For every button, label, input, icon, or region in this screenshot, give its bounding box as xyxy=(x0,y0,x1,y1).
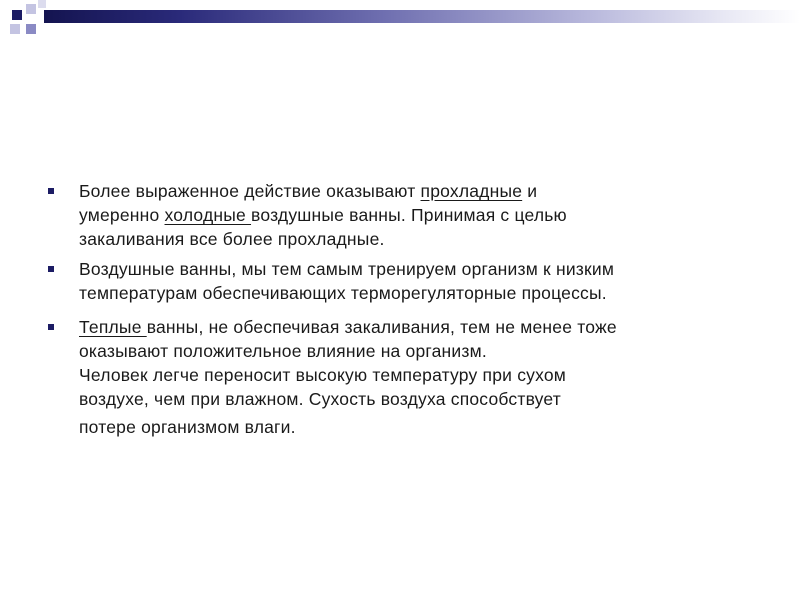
text-run: воздушные ванны. Принимая с целью xyxy=(251,205,567,225)
text-line: оказывают положительное влияние на организм. xyxy=(79,341,487,361)
bullet-list xyxy=(48,179,768,439)
text-run: Более выраженное действие оказывают xyxy=(79,181,421,201)
bullet-item xyxy=(48,315,768,439)
underlined-text: прохладные xyxy=(420,181,523,201)
text-line: воздухе, чем при влажном. Сухость воздуха способствует xyxy=(79,389,562,409)
bullet-item xyxy=(48,257,768,305)
decor-square xyxy=(38,0,46,8)
decor-square xyxy=(26,4,36,14)
text-line xyxy=(79,179,768,203)
gradient-header-bar xyxy=(44,10,800,23)
decor-square xyxy=(10,24,20,34)
bullet-square-icon xyxy=(48,266,54,272)
text-run: умеренно xyxy=(79,205,165,225)
text-line: потере организмом влаги. xyxy=(79,417,296,437)
text-line: Воздушные ванны, мы тем самым тренируем организм к низким xyxy=(79,259,615,279)
bullet-square-icon xyxy=(48,188,54,194)
bullet-square-icon xyxy=(48,324,54,330)
text-line: закаливания все более прохладные. xyxy=(79,229,385,249)
underlined-text: Теплые xyxy=(79,317,147,337)
text-line xyxy=(79,203,768,227)
text-run: и xyxy=(522,181,538,201)
text-line: температурам обеспечивающих терморегуляторные процессы. xyxy=(79,283,607,303)
text-run: ванны, не обеспечивая закаливания, тем не менее тоже xyxy=(146,317,617,337)
text-line: Человек легче переносит высокую температуру при сухом xyxy=(79,365,567,385)
text-line xyxy=(79,315,768,339)
bullet-item xyxy=(48,179,768,251)
decor-square xyxy=(12,10,22,20)
underlined-text: холодные xyxy=(164,205,252,225)
decor-square xyxy=(26,24,36,34)
